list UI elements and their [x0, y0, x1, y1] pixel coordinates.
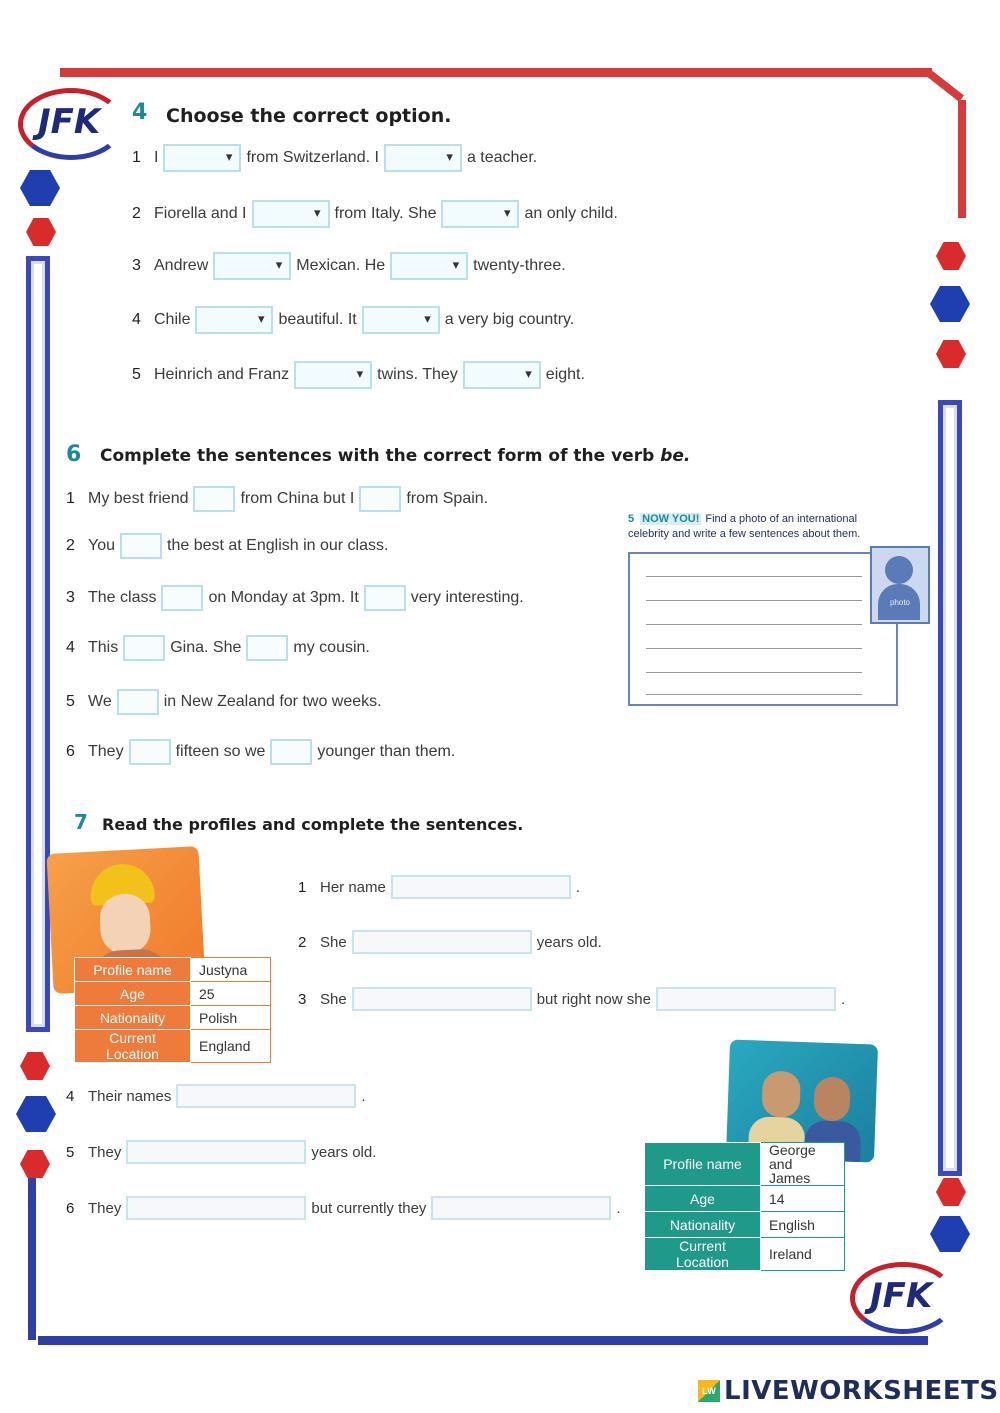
ex7-item: 6 They but currently they .	[66, 1196, 621, 1220]
answer-dropdown[interactable]	[390, 252, 468, 280]
ex4-item: 1 I ▾ from Switzerland. I ▾ a teacher.	[132, 144, 537, 172]
person-icon	[885, 556, 913, 584]
ex7-item: 1 Her name .	[298, 875, 580, 899]
ex7-item: 3 She but right now she .	[298, 987, 845, 1011]
answer-dropdown[interactable]	[463, 361, 541, 389]
profile-table-boys: Profile name George and James Age 14 Nationality English Current Location Ireland	[644, 1142, 845, 1271]
liveworksheets-icon: LW	[698, 1380, 720, 1402]
left-pillar	[26, 256, 50, 1032]
answer-dropdown[interactable]	[362, 306, 440, 334]
ex4-item: 5 Heinrich and Franz ▾ twins. They ▾ eight.	[132, 361, 585, 389]
ex4-item: 2 Fiorella and I ▾ from Italy. She ▾ an only child.	[132, 200, 618, 228]
answer-dropdown[interactable]	[195, 306, 273, 334]
profile-table-girl: Profile name Justyna Age 25 Nationality Polish Current Location England	[74, 957, 271, 1063]
answer-input[interactable]	[359, 486, 401, 512]
answer-dropdown[interactable]	[252, 200, 330, 228]
hexagon-decoration	[16, 1096, 56, 1132]
answer-input[interactable]	[364, 585, 406, 611]
hexagon-decoration	[26, 218, 56, 246]
exercise-number: 4	[132, 100, 148, 125]
answer-input[interactable]	[656, 987, 836, 1011]
answer-dropdown[interactable]	[384, 144, 462, 172]
hexagon-decoration	[936, 242, 966, 270]
ex6-item: 3 The class on Monday at 3pm. It very interesting.	[66, 585, 524, 611]
answer-input[interactable]	[161, 585, 203, 611]
answer-input[interactable]	[117, 689, 159, 715]
answer-dropdown[interactable]	[294, 361, 372, 389]
exercise-title: Complete the sentences with the correct form of the verb be.	[100, 446, 691, 466]
frame-top-border	[60, 68, 932, 77]
nowyou-instruction: 5 NOW YOU! Find a photo of an international celebrity and write a few sentences about them.	[628, 513, 861, 540]
ex7-item: 5 They years old.	[66, 1140, 376, 1164]
writing-box	[628, 552, 898, 706]
answer-dropdown[interactable]	[441, 200, 519, 228]
frame-corner-border	[928, 71, 964, 102]
hexagon-decoration	[20, 1052, 50, 1080]
hexagon-decoration	[20, 170, 60, 206]
exercise-title: Choose the correct option.	[166, 105, 452, 127]
ex6-item: 6 They fifteen so we younger than them.	[66, 739, 455, 765]
hexagon-decoration	[930, 1216, 970, 1252]
answer-input[interactable]	[270, 739, 312, 765]
hexagon-decoration	[936, 340, 966, 368]
ex6-item: 2 You the best at English in our class.	[66, 533, 388, 559]
ex7-item: 2 She years old.	[298, 930, 602, 954]
answer-dropdown[interactable]	[163, 144, 241, 172]
liveworksheets-logo: LW LIVEWORKSHEETS	[698, 1376, 999, 1406]
right-pillar	[938, 400, 962, 1176]
answer-input[interactable]	[123, 635, 165, 661]
answer-input[interactable]	[176, 1084, 356, 1108]
answer-dropdown[interactable]	[213, 252, 291, 280]
answer-input[interactable]	[120, 533, 162, 559]
ex6-item: 5 We in New Zealand for two weeks.	[66, 689, 382, 715]
answer-input[interactable]	[126, 1196, 306, 1220]
ex7-item: 4 Their names .	[66, 1084, 366, 1108]
ex4-item: 3 Andrew ▾ Mexican. He ▾ twenty-three.	[132, 252, 566, 280]
answer-input[interactable]	[391, 875, 571, 899]
answer-input[interactable]	[352, 930, 532, 954]
hexagon-decoration	[936, 1178, 966, 1206]
hexagon-decoration	[20, 1150, 50, 1178]
answer-input[interactable]	[246, 635, 288, 661]
logo-bottom: JFK	[846, 1258, 956, 1338]
exercise-number: 6	[66, 442, 82, 467]
answer-input[interactable]	[126, 1140, 306, 1164]
photo-placeholder: photo	[870, 546, 930, 624]
frame-left-border	[28, 1170, 36, 1340]
answer-input[interactable]	[352, 987, 532, 1011]
frame-bottom-border	[38, 1336, 928, 1345]
exercise-title: Read the profiles and complete the sentences.	[102, 815, 524, 834]
hexagon-decoration	[930, 286, 970, 322]
answer-input[interactable]	[431, 1196, 611, 1220]
ex6-item: 4 This Gina. She my cousin.	[66, 635, 370, 661]
logo-top: JFK	[18, 84, 128, 164]
exercise-number: 7	[74, 810, 88, 834]
ex4-item: 4 Chile ▾ beautiful. It ▾ a very big country.	[132, 306, 574, 334]
answer-input[interactable]	[193, 486, 235, 512]
answer-input[interactable]	[129, 739, 171, 765]
ex6-item: 1 My best friend from China but I from Spain.	[66, 486, 488, 512]
frame-right-border	[958, 100, 966, 218]
